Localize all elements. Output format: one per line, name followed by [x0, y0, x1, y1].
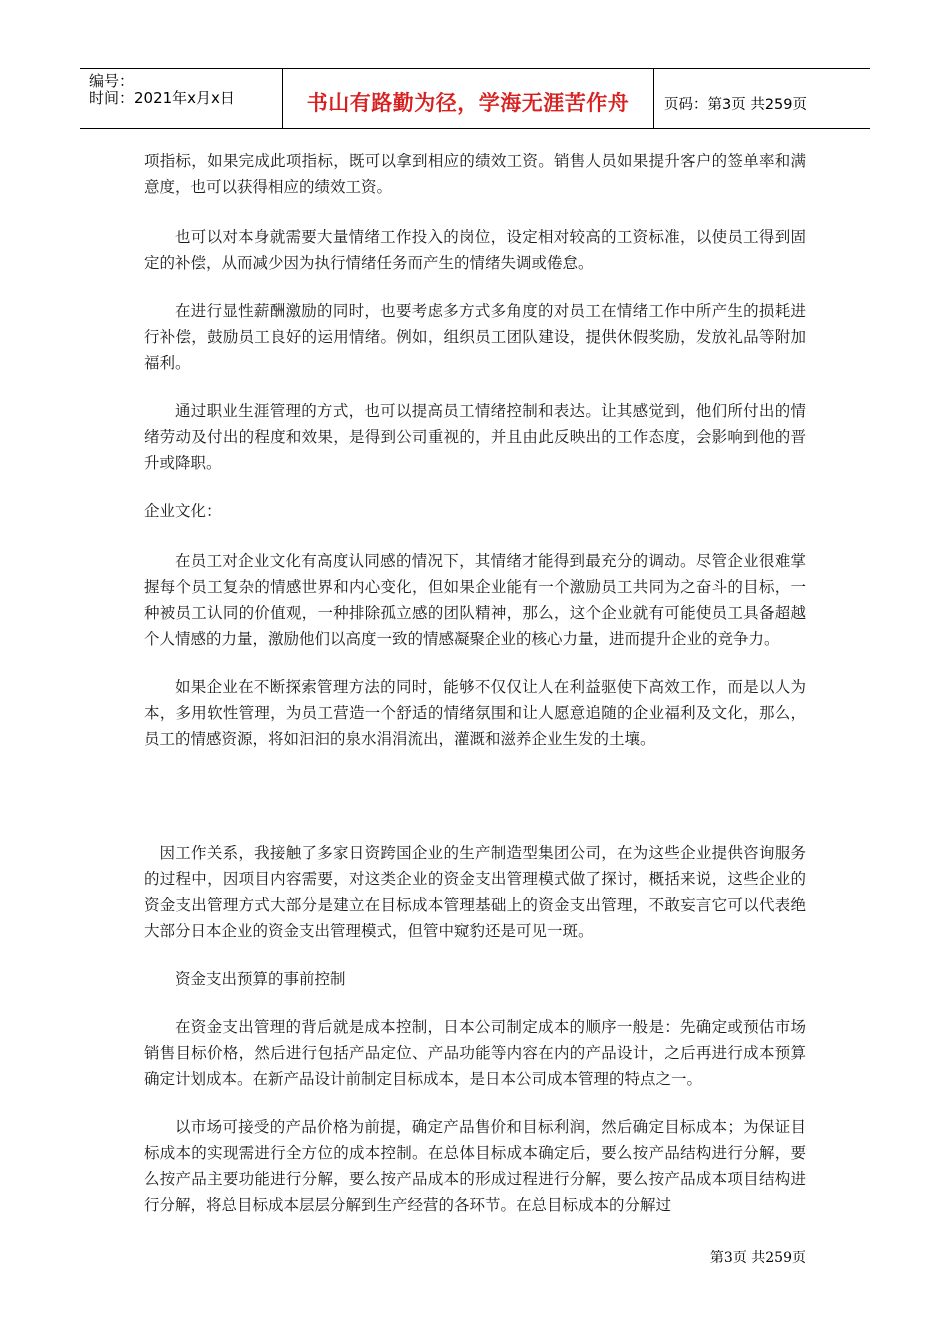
- paragraph: 因工作关系，我接触了多家日资跨国企业的生产制造型集团公司，在为这些企业提供咨询服务的过程中，因项目内容需要，对这类企业的资金支出管理模式做了探讨，概括来说，这些企业的资金支出管理方式大部分是建立在目标成本管理基础上的资金支出管理，不敢妄言它可以代表绝大部分日本企业的资金支出管理模式，但管中窥豹还是可见一斑。: [144, 844, 806, 940]
- paragraph: 以市场可接受的产品价格为前提，确定产品售价和目标利润，然后确定目标成本；为保证目标成本的实现需进行全方位的成本控制。在总体目标成本确定后，要么按产品结构进行分解，要么按产品主要功能进行分解，要么按产品成本的形成过程进行分解，要么按产品成本项目结构进行分解，将总目标成本层层分解到生产经营的各环节。在总目标成本的分解过: [144, 1118, 806, 1214]
- page-footer: 第3页 共259页: [709, 1250, 806, 1266]
- header-page-info: 页码：第3页 共259页: [664, 97, 808, 113]
- document-number-label: 编号：: [89, 72, 135, 90]
- paragraph: 通过职业生涯管理的方式，也可以提高员工情绪控制和表达。让其感觉到，他们所付出的情绪劳动及付出的程度和效果，是得到公司重视的，并且由此反映出的工作态度，会影响到他的晋升或降职。: [144, 402, 806, 472]
- paragraph: 如果企业在不断探索管理方法的同时，能够不仅仅让人在利益驱使下高效工作，而是以人为本，多用软性管理，为员工营造一个舒适的情绪氛围和让人愿意追随的企业福利及文化，那么，员工的情感资源，将如汩汩的泉水涓涓流出，灌溉和滋养企业生发的土壤。: [144, 678, 806, 748]
- section-heading-corporate-culture: 企业文化：: [144, 502, 222, 520]
- section-heading-budget-control: 资金支出预算的事前控制: [175, 970, 346, 988]
- document-body: [144, 148, 806, 1240]
- header-meta: [80, 69, 282, 128]
- paragraph-continuation: 项指标，如果完成此项指标，既可以拿到相应的绩效工资。销售人员如果提升客户的签单率和满意度，也可以获得相应的绩效工资。: [144, 152, 806, 196]
- paragraph: 在员工对企业文化有高度认同感的情况下，其情绪才能得到最充分的调动。尽管企业很难掌握每个员工复杂的情感世界和内心变化，但如果企业能有一个激励员工共同为之奋斗的目标，一种被员工认同的价值观，一种排除孤立感的团队精神，那么，这个企业就有可能使员工具备超越个人情感的力量，激励他们以高度一致的情感凝聚企业的核心力量，进而提升企业的竞争力。: [144, 552, 806, 648]
- document-time-label: 时间：2021年x月x日: [89, 89, 235, 107]
- paragraph: 在进行显性薪酬激励的同时，也要考虑多方式多角度的对员工在情绪工作中所产生的损耗进行补偿，鼓励员工良好的运用情绪。例如，组织员工团队建设，提供休假奖励，发放礼品等附加福利。: [144, 302, 806, 372]
- page-header: [80, 68, 870, 129]
- paragraph: 也可以对本身就需要大量情绪工作投入的岗位，设定相对较高的工资标准，以使员工得到固定的补偿，从而减少因为执行情绪任务而产生的情绪失调或倦怠。: [144, 228, 806, 272]
- paragraph: 在资金支出管理的背后就是成本控制，日本公司制定成本的顺序一般是：先确定或预估市场销售目标价格，然后进行包括产品定位、产品功能等内容在内的产品设计，之后再进行成本预算确定计划成本。在新产品设计前制定目标成本，是日本公司成本管理的特点之一。: [144, 1018, 806, 1088]
- header-motto-cell: [282, 69, 654, 128]
- header-motto: 书山有路勤为径，学海无涯苦作舟: [306, 90, 630, 115]
- section-gap: [144, 774, 806, 840]
